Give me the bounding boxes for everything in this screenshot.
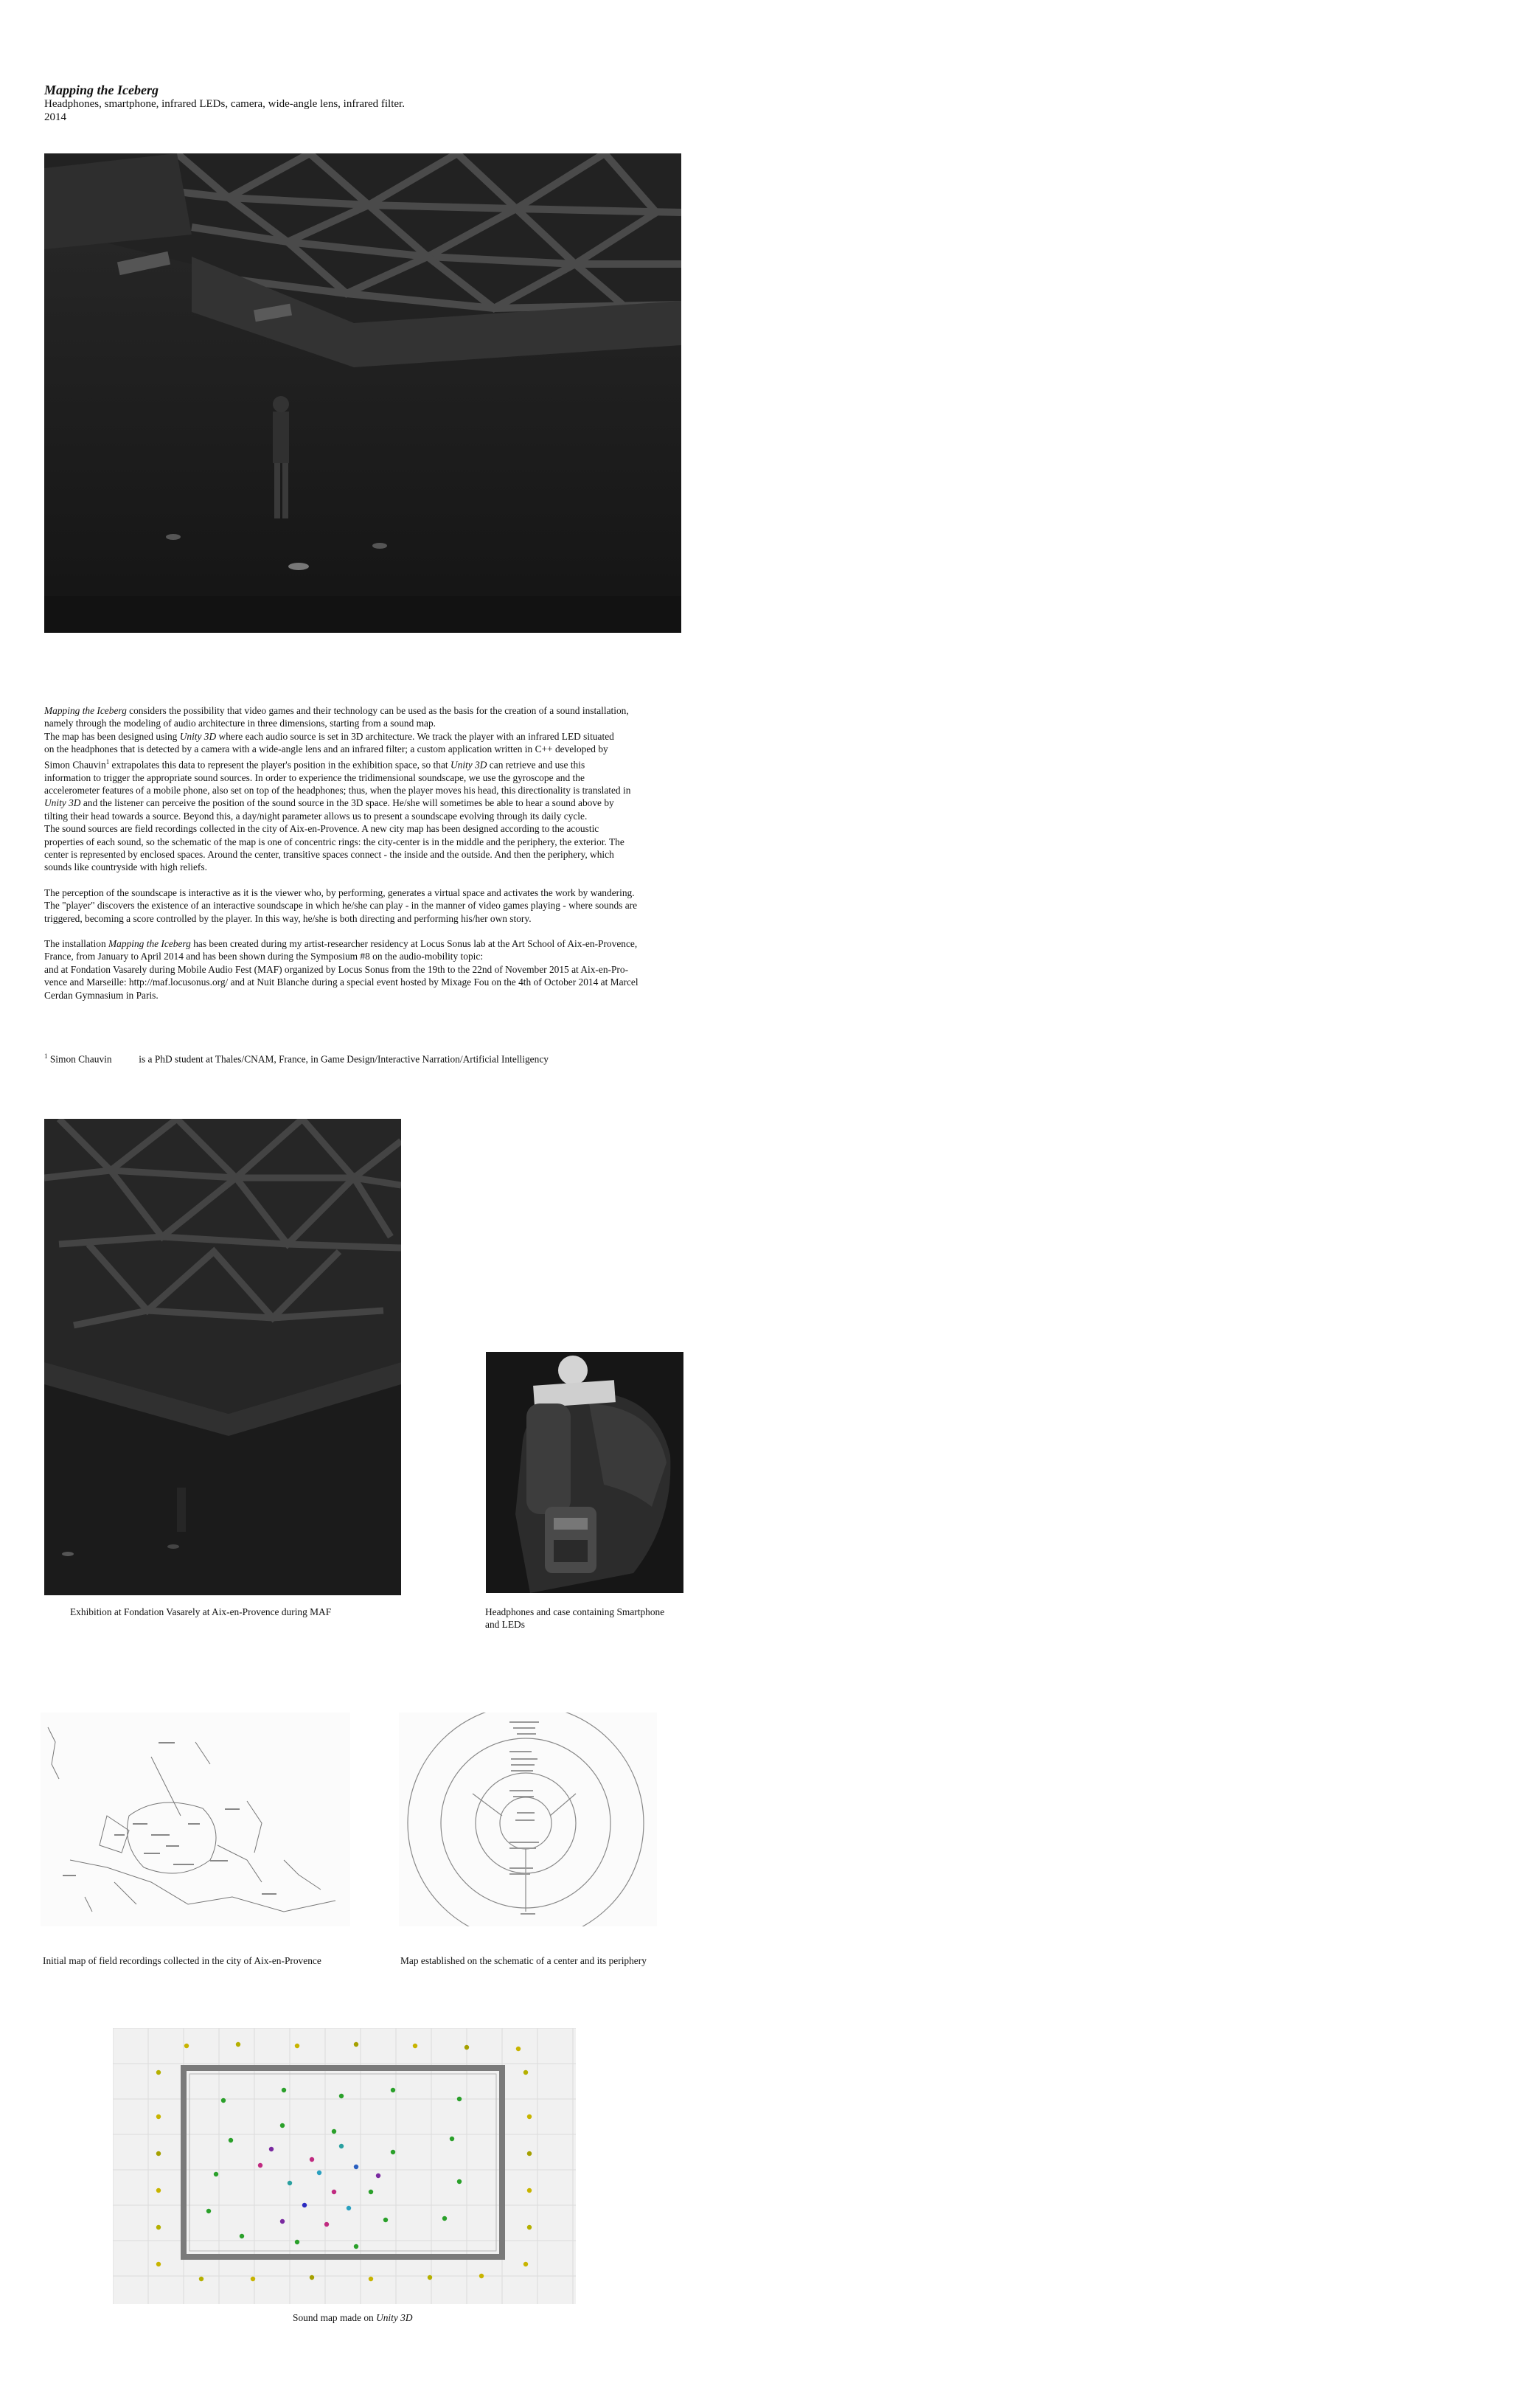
software-ref: Unity 3D xyxy=(179,730,217,742)
headphones-on-head-photo xyxy=(486,1352,683,1593)
sound-source-dot xyxy=(229,2138,233,2142)
sound-source-dot xyxy=(156,2114,161,2119)
text-line: properties of each sound, so the schematic of the map is one of concentric rings: the city-center is in the middle and the periphery, the exterior. The xyxy=(44,836,624,847)
developer-name: Simon Chauvin xyxy=(44,759,106,771)
footnote-number: 1 xyxy=(44,1052,48,1060)
description-text xyxy=(44,704,708,1014)
sound-source-dot xyxy=(347,2206,351,2210)
text-line: The perception of the soundscape is interactive as it is the viewer who, by performing, generates a virtual space and activates the work by wandering. xyxy=(44,886,635,898)
sound-source-dot xyxy=(527,2151,532,2156)
sound-source-dot xyxy=(269,2147,274,2151)
sound-source-dot xyxy=(479,2274,484,2278)
text-line: center is represented by enclosed spaces. Around the center, transitive spaces connect - the inside and the outside. And then the periphery, which xyxy=(44,848,614,860)
sound-source-dot xyxy=(332,2129,336,2134)
caption-sound-map-text: Sound map made on xyxy=(293,2312,377,2323)
schematic-map-sketch xyxy=(399,1713,657,1926)
sound-source-dot xyxy=(354,2165,358,2169)
sound-source-dot xyxy=(527,2225,532,2230)
text-line: on the headphones that is detected by a camera with a wide-angle lens and an infrared filter; a custom application written in C++ developed by xyxy=(44,743,608,755)
paragraph-interaction xyxy=(44,886,708,925)
sound-source-dot xyxy=(310,2275,314,2280)
sound-source-dot xyxy=(288,2181,292,2185)
sound-source-dot xyxy=(156,2070,161,2075)
sound-source-dot xyxy=(369,2277,373,2281)
text-line: information to trigger the appropriate sound sources. In order to experience the tridimensional soundscape, we use the gyroscope and the xyxy=(44,771,585,783)
sound-source-dot xyxy=(391,2088,395,2092)
sound-source-dot xyxy=(156,2225,161,2230)
sound-source-dot xyxy=(369,2190,373,2194)
sound-source-dot xyxy=(324,2222,329,2227)
artwork-title: Mapping the Iceberg xyxy=(44,83,159,97)
sound-source-dot xyxy=(282,2088,286,2092)
sound-source-dot xyxy=(199,2277,203,2281)
concentric-rings-map xyxy=(399,1713,657,1926)
sound-source-dot xyxy=(527,2188,532,2193)
artwork-materials: Headphones, smartphone, infrared LEDs, camera, wide-angle lens, infrared filter. xyxy=(44,98,405,110)
text-line: The sound sources are field recordings collected in the city of Aix-en-Provence. A new city map has been designed according to the acoustic xyxy=(44,823,599,835)
footnote-name: Simon Chauvin xyxy=(49,1053,112,1065)
sound-source-dot xyxy=(258,2163,262,2168)
sound-source-dot xyxy=(339,2144,344,2148)
text-line: namely through the modeling of audio architecture in three dimensions, starting from a sound map. xyxy=(44,718,436,729)
sound-source-dot xyxy=(251,2277,255,2281)
text-line: The installation xyxy=(44,937,109,949)
title-ref: Mapping the Iceberg xyxy=(108,937,191,949)
software-ref: Unity 3D xyxy=(450,759,487,771)
sound-source-dot xyxy=(383,2218,388,2222)
text-line: triggered, becoming a score controlled by the player. In this way, he/she is both directing and performing his/her own story. xyxy=(44,912,532,924)
sound-source-dot xyxy=(523,2070,528,2075)
sound-source-dot xyxy=(442,2216,447,2221)
caption-exhibition: Exhibition at Fondation Vasarely at Aix-en-Provence during MAF xyxy=(70,1606,332,1617)
paragraph-concept xyxy=(44,704,708,874)
sound-source-dot xyxy=(523,2262,528,2266)
sound-source-dot xyxy=(413,2044,417,2048)
sound-source-dot xyxy=(240,2234,244,2238)
software-ref: Unity 3D xyxy=(44,797,81,809)
caption-headphones-line2: and LEDs xyxy=(485,1619,525,1630)
dome-ceiling-photo xyxy=(44,153,681,633)
text-line: and at Fondation Vasarely during Mobile Audio Fest (MAF) organized by Locus Sonus from the 19th to the 22nd of November 2015 at Aix-en-Pro- xyxy=(44,963,629,975)
text-line: The map has been designed using xyxy=(44,730,180,742)
artwork-year: 2014 xyxy=(44,111,66,123)
sound-source-dot xyxy=(221,2098,226,2103)
sound-source-dot xyxy=(457,2097,462,2101)
sound-source-dot xyxy=(206,2209,211,2213)
sound-source-dot xyxy=(457,2179,462,2184)
sound-source-dot xyxy=(302,2203,307,2207)
sound-source-dot xyxy=(464,2045,469,2050)
hand-drawn-city-map xyxy=(41,1713,350,1926)
text-line: where each audio source is set in 3D architecture. We track the player with an infrared LED situated xyxy=(216,730,614,742)
text-line: tilting their head towards a source. Beyond this, a day/night parameter allows us to present a soundscape evolving through its daily cycle. xyxy=(44,810,588,822)
sound-source-dot xyxy=(354,2042,358,2047)
footnote-text: is a PhD student at Thales/CNAM, France, in Game Design/Interactive Narration/Artificial Intelligency xyxy=(139,1053,549,1065)
sound-source-dot xyxy=(376,2173,380,2178)
text-line: has been created during my artist-researcher residency at Locus Sonus lab at the Art School of Aix-en-Provence, xyxy=(190,937,638,949)
text-line: and the listener can perceive the position of the sound source in the 3D space. He/she will sometimes be able to hear a sound above by xyxy=(80,797,614,809)
title-ref: Mapping the Iceberg xyxy=(44,705,127,716)
text-line: The "player" discovers the existence of an interactive soundscape in which he/she can play - in the manner of video games playing - where sounds are xyxy=(44,900,638,912)
software-ref: Unity 3D xyxy=(376,2312,413,2323)
sound-source-dot xyxy=(354,2244,358,2249)
sound-source-dot xyxy=(332,2190,336,2194)
text-line: extrapolates this data to represent the player's position in the exhibition space, so that xyxy=(109,759,450,771)
sound-source-dot xyxy=(450,2137,454,2141)
sound-source-dot xyxy=(156,2188,161,2193)
sound-source-dot xyxy=(339,2094,344,2098)
text-line: France, from January to April 2014 and has been shown during the Symposium #8 on the audio-mobility topic: xyxy=(44,951,484,962)
sound-source-dot xyxy=(428,2275,432,2280)
headphones-photo xyxy=(486,1352,683,1593)
text-line: considers the possibility that video games and their technology can be used as the basis for the creation of a sound installation, xyxy=(126,705,629,716)
sound-source-dot xyxy=(310,2157,314,2162)
text-line: vence and Marseille: http://maf.locusonus.org/ and at Nuit Blanche during a special event hosted by Mixage Fou on the 4th of October 2014 at Marcel xyxy=(44,976,639,988)
sound-source-dot xyxy=(236,2042,240,2047)
caption-schematic-map: Map established on the schematic of a center and its periphery xyxy=(400,1955,647,1966)
text-line: Cerdan Gymnasium in Paris. xyxy=(44,989,159,1001)
initial-map-sketch xyxy=(41,1713,350,1926)
sound-source-dot xyxy=(317,2171,321,2175)
sound-source-dot xyxy=(391,2150,395,2154)
sound-source-dot xyxy=(280,2219,285,2224)
sound-source-dot xyxy=(214,2172,218,2176)
unity-sound-map-screenshot xyxy=(113,2028,576,2304)
paragraph-exhibitions xyxy=(44,937,708,1002)
sound-source-dot xyxy=(156,2151,161,2156)
sound-source-dot xyxy=(516,2047,521,2051)
caption-initial-map: Initial map of field recordings collected in the city of Aix-en-Provence xyxy=(43,1955,321,1966)
sound-source-dot xyxy=(280,2123,285,2128)
text-line: sounds like countryside with high reliefs. xyxy=(44,861,207,873)
dome-ceiling-photo xyxy=(44,1119,401,1595)
sound-source-dot xyxy=(295,2240,299,2244)
exhibition-photo-vasarely xyxy=(44,1119,401,1595)
sound-source-dot xyxy=(295,2044,299,2048)
sound-source-dot xyxy=(184,2044,189,2048)
footnote xyxy=(44,1050,549,1065)
sound-source-dot xyxy=(156,2262,161,2266)
caption-sound-map xyxy=(293,2311,413,2324)
caption-headphones-line1: Headphones and case containing Smartphone xyxy=(485,1606,665,1617)
exhibition-photo-main xyxy=(44,153,681,633)
footnote-marker: 1 xyxy=(105,757,110,766)
text-line: accelerometer features of a mobile phone, also set on top of the headphones; thus, when the player moves his head, this directionality is translated in xyxy=(44,784,631,796)
sound-source-grid xyxy=(113,2028,576,2304)
text-line: can retrieve and use this xyxy=(487,759,585,771)
sound-source-dot xyxy=(527,2114,532,2119)
